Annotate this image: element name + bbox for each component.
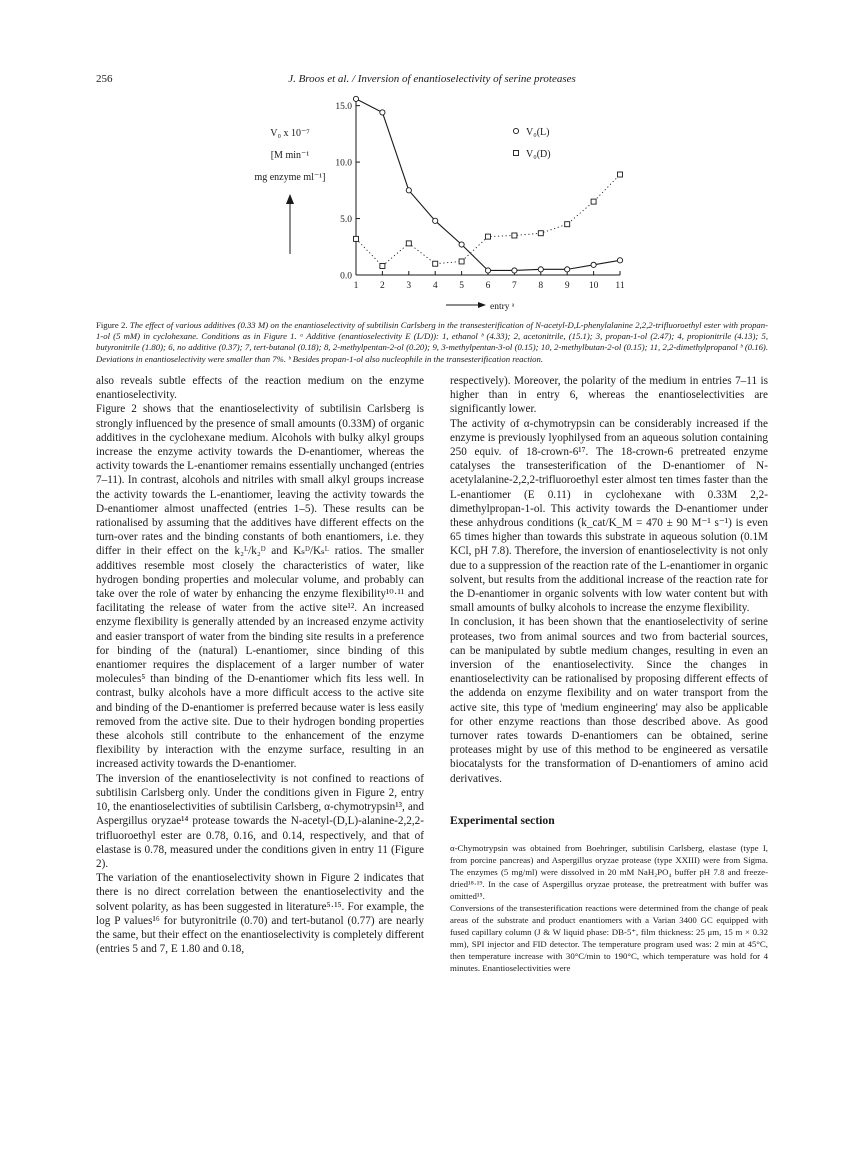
figure-caption [96,320,768,365]
legend-label-d: V₀(D) [526,149,551,160]
series-l-point [380,110,385,115]
figure-2-chart [200,92,670,322]
x-tick-label: 3 [406,281,412,291]
x-tick-label: 4 [432,281,438,291]
series-d-point [512,233,517,238]
body-paragraph: The variation of the enantioselectivity shown in Figure 2 indicates that there is no direct correlation between the enantioselectivity and the solvent polarity, as has been suggested in literature⁵·¹⁵. For example, the log P values¹⁶ for butyronitrile (0.70) and tert-butanol (0.77) are nearly the same, but their effect on the enantioselectivity is completely different (entries 5 and 7, E 1.80 and 0.18, [96,872,424,956]
caption-text: The effect of various additives (0.33 M) on the enantioselectivity of subtilisin Carlsberg in the transesterification of N-acetyl-D,L-phenylalanine 2,2,2-trifluoroethyl ester with propan-1-ol (5 mM) in cyclohexane. Conditions as in Figure 1. ᵃ Additive (enantioselectivity E (L/D)): 1, ethanol ᵇ (4.33); 2, acetonitrile, (15.1); 3, propan-1-ol (2.47); 4, propionitrile (4.13); 5, butyronitrile (1.80); 6, no additive (0.37); 7, tert-butanol (0.18); 8, 2-methylpentan-2-ol (0.20); 9, 3-methylpentan-3-ol (0.15); 10, 2-methylbutan-2-ol (0.15); 11, 2,2-dimethylpropanol ᵇ (0.16). Deviations in enantioselectivity were smaller than 7%. ᵇ Besides propan-1-ol also nucleophile in the transesterification reaction. [96,320,769,364]
x-tick-label: 7 [512,281,517,291]
series-l [353,96,622,273]
ylabel-line2: [M min⁻¹ [270,150,310,161]
ylabel-line1: V₀ x 10⁻⁷ [270,128,310,139]
series-d-line [356,175,620,266]
y-tick-label: 10.0 [335,158,352,169]
caption-label: Figure 2. [96,320,128,330]
series-d-point [380,263,385,268]
page-number: 256 [96,73,113,85]
series-d-point [591,199,596,204]
x-tick-label: 9 [564,281,570,291]
series-l-point [538,267,543,272]
series-d-point [618,172,623,177]
y-tick-label: 15.0 [335,102,352,113]
series-d-point [538,231,543,236]
body-paragraph: The activity of α-chymotrypsin can be considerably increased if the enzyme is previously lyophilysed from an aqueous solution containing 250 equiv. of 18-crown-6¹⁷. The 18-crown-6 pretreated enzyme catalyses the transesterification of the D-enantiomer of N-acetylalanine-2,2,2-trifluoroethyl ester almost ten times faster than the L-enantiomer (E 0.11) in cyclohexane with 0.33M 2,2-dimethylpropan-1-ol. This activity towards the D-enantiomer under these anhydrous conditions (k_cat/K_M = 470 ± 90 M⁻¹ s⁻¹) is even 65 times higher than towards this substrate in aqueous solution (0.1M KCl, pH 7.8). Therefore, the inversion of enantioselectivity is not only due to a suppression of the reaction rate of the L-enantiomer in organic solvent, but results from the additional increase of the reaction rate for the D-enantiomer in organic solvents with low water content but with small amounts of bulky alcohols to increase the enzyme flexibility. [450,417,768,615]
x-tick-label: 11 [615,281,625,291]
legend-label-l: V₀(L) [526,127,550,138]
series-l-point [591,262,596,267]
body-paragraph: also reveals subtle effects of the reaction medium on the enzyme enantioselectivity. [96,375,424,402]
series-l-point [459,242,464,247]
xlabel-arrow-head [478,302,486,308]
series-d-point [406,241,411,246]
series-l-point [406,188,411,193]
experimental-body [450,842,768,974]
y-tick-label: 5.0 [340,215,352,226]
right-column [450,374,768,974]
series-d-point [486,234,491,239]
x-tick-label: 2 [380,281,385,291]
series-l-point [433,218,438,223]
chart-legend [513,127,550,160]
ylabel-line3: mg enzyme ml⁻¹] [254,172,326,183]
x-tick-label: 10 [588,281,599,291]
section-heading-experimental: Experimental section [450,813,555,827]
body-paragraph: Figure 2 shows that the enantioselectivity of subtilisin Carlsberg is strongly influenced by the presence of small amounts (0.33M) of organic additives in the cyclohexane medium. Alcohols with bulky alkyl groups increase the enzyme activity towards the D-enantiomer, whereas the activity towards the L-enantiomer remains essentially unchanged (entries 7–11). In contrast, alcohols and nitriles with small alkyl groups increase the activity towards the L-enantiomer, leaving the activity towards the D-enantiomer almost unaffected (entries 1–5). These results can be rationalised by assuming that the additives have different effects on the turn-over rates and the binding constants of both enantiomers, i.e. they differ in their effect on the k₂ᴸ/k₂ᴰ and Kₛᴰ/Kₛᴸ ratios. The smaller additives resemble most closely the characteristics of water, like hydrogen bonding properties and molecular volume, and probably can take over the role of water by enhancing the enzyme flexibility¹⁰·¹¹ and facilitating the release of water from the active site¹². An increased enzyme flexibility is generally attended by an increased enzyme activity and easier transport of water from the binding site results in a preference for binding of the (natural) L-enantiomer, since binding of this enantiomer requires the displacement of a larger number of water molecules⁵ than binding of the D-enantiomer which fits less well. In contrast, bulky alcohols have a more difficult access to the active site and binding of the D-enantiomer is preferred because water is less easily removed from the active site. Due to their hydrogen bonding properties these alcohols still contribute to the enhancement of the enzyme flexibility by interaction with the enzyme surface, resulting in an increased activity towards the D-enantiomer. [96,403,424,771]
series-d-point [433,261,438,266]
series-d-point [459,259,464,264]
body-paragraph: The inversion of the enantioselectivity is not confined to reactions of subtilisin Carlsberg only. Under the conditions given in Figure 2, entry 10, the enantioselectivities of subtilisin Carlsberg, α-chymotrypsin¹³, and Aspergillus oryzae¹⁴ protease towards the N-acetyl-(D,L)-alanine-2,2,2-trifluoroethyl ester are 0.78, 0.16, and 0.14, respectively, and that of elastase is 0.78, measured under the conditions given in entry 11 (Figure 2). [96,772,424,870]
series-d-point [565,222,570,227]
x-tick-label: 6 [485,281,491,291]
experimental-paragraph: Conversions of the transesterification reactions were determined from the change of peak areas of the substrate and product enantiomers with a Varian 3400 GC equipped with fused capillary column (J & W liquid phase: DB-5⁺, film thickness: 25 μm, 15 m × 0.32 mm), SPI injector and FID detector. The temperature program used was: 2 min at 45°C, then temperature increase with 30°C/min to 190°C, which temperature was hold for 4 minutes. Enantioselectivities were [450,903,768,974]
series-l-point [485,268,490,273]
y-tick-label: 0.0 [340,271,352,282]
series-l-point [512,268,517,273]
x-tick-label: 1 [353,281,359,291]
body-paragraph: In conclusion, it has been shown that the enantioselectivity of serine proteases, two from animal sources and two from bacterial sources, can be manipulated by subtle medium changes, resulting in even an inversion of the enantioselectivity. Since the changes in enantioselectivity can be rationalised by proposing different effects of the addenda on enzyme flexibility and on water transport from the active site, this type of 'medium engineering' may also be applicable for other enzyme reactions than those described above. As good turnover rates towards D-enantiomers can be obtained, serine proteases might by use of this method to be engineered as versatile biocatalysts for the transformation of D-enantiomers of amino acid derivatives. [450,616,768,785]
ylabel-arrow-head [286,194,294,204]
legend-marker-d [514,151,519,156]
series-l-point [353,96,358,101]
series-l-point [565,267,570,272]
series-d [354,172,623,268]
series-l-point [617,258,622,263]
x-tick-label: 8 [538,281,544,291]
series-l-line [356,99,620,271]
experimental-paragraph: α-Chymotrypsin was obtained from Boehringer, subtilisin Carlsberg, elastase (type I, from porcine pancreas) and Aspergillus oryzae protease (type XXIII) were from Sigma. The enzymes (5 mg/ml) were dissolved in 20 mM NaH₂PO₄ buffer pH 7.8 and freeze-dried¹⁸·¹⁹. In the case of Aspergillus oryzae protease, the pretreatment with buffer was omitted¹⁵. [450,843,768,902]
left-column [96,374,424,956]
chart-svg [200,92,670,322]
series-d-point [354,236,359,241]
xlabel: entry ᵃ [490,302,515,312]
legend-marker-l [513,128,518,133]
x-tick-label: 5 [459,281,464,291]
running-title: J. Broos et al. / Inversion of enantioselectivity of serine proteases [288,73,576,85]
body-paragraph: respectively). Moreover, the polarity of the medium in entries 7–11 is higher than in entry 6, whereas the enantioselectivities are significantly lower. [450,375,768,416]
